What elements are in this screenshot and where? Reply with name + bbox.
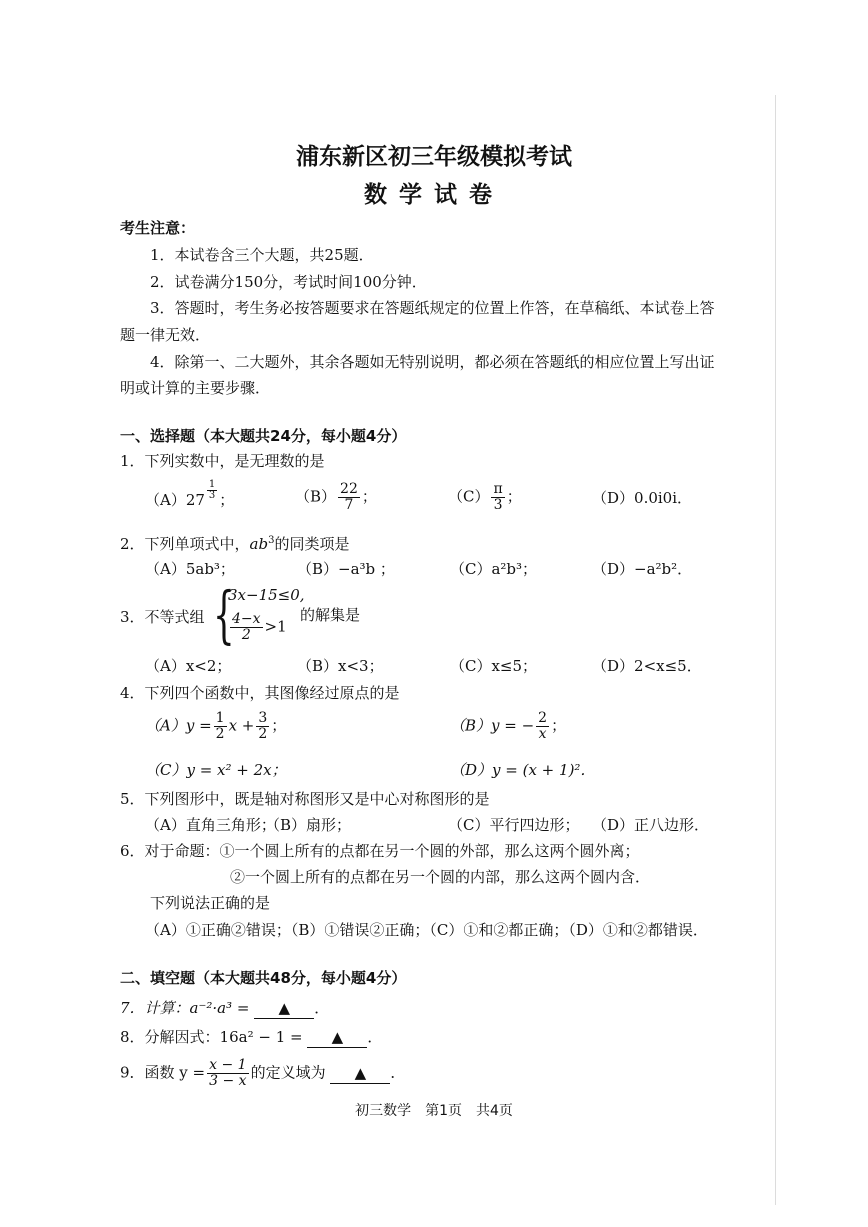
section2-heading: 二、填空题（本大题共48分，每小题4分） xyxy=(120,969,407,987)
page-footer: 初三数学 第1页 共4页 xyxy=(355,1103,513,1119)
q3-brace: { xyxy=(213,578,235,651)
q3-option-c: （C）x≤5； xyxy=(450,657,538,675)
notice-item-4-cont: 明或计算的主要步骤． xyxy=(120,379,271,397)
q7-answer-blank: ▲ xyxy=(254,998,314,1019)
q9-answer-blank: ▲ xyxy=(330,1063,390,1084)
q4-option-d: （D）y = (x + 1)²． xyxy=(450,761,596,779)
q4-option-b: （B）y = − $\frac{2}{x}$ ； xyxy=(450,710,567,742)
q5-option-c: （C）平行四边形； xyxy=(448,816,580,834)
q2-option-b: （B）−a³b ； xyxy=(297,560,395,578)
q3-stem-pre: 3．不等式组 xyxy=(120,608,205,626)
q2-option-d: （D）−a²b²． xyxy=(592,560,693,578)
scan-edge xyxy=(775,95,776,1205)
q5-option-d: （D）正八边形． xyxy=(592,816,710,834)
q7: 7．计算：a⁻²·a³ = ▲ ． xyxy=(120,999,330,1017)
q2-stem: 2．下列单项式中，$ab^3$的同类项是 xyxy=(120,535,350,553)
q1-option-c: （C） $\frac{\pi}{3}$ ； xyxy=(448,481,522,513)
notice-item-1: 1．本试卷含三个大题，共25题． xyxy=(150,246,374,264)
q5-stem: 5．下列图形中，既是轴对称图形又是中心对称图形的是 xyxy=(120,790,490,808)
q4-option-a: （A）y = $\frac{1}{2}$ x + $\frac{3}{2}$ ； xyxy=(145,710,287,742)
q3-stem-post: 的解集是 xyxy=(300,606,361,624)
q3-line2: $\frac{4-x}{2}$ >1 xyxy=(232,611,287,643)
q3-line1: 3x−15≤0, xyxy=(228,586,305,604)
q1-option-d: （D）0.0i0i． xyxy=(592,489,693,507)
notice-item-2: 2．试卷满分150分，考试时间100分钟． xyxy=(150,273,427,291)
q1-option-b: （B） $\frac{22}{7}$ ； xyxy=(295,481,377,513)
q6-stem: 6．对于命题：①一个圆上所有的点都在另一个圆的外部，那么这两个圆外离； xyxy=(120,842,640,860)
q9: 9．函数 y = $\frac{x - 1}{3 - x}$ 的定义域为 ▲ ． xyxy=(120,1057,406,1089)
q8-answer-blank: ▲ xyxy=(307,1027,367,1048)
q8: 8．分解因式：16a² − 1 = ▲ ． xyxy=(120,1028,383,1046)
q5-option-a: （A）直角三角形； xyxy=(145,816,276,834)
q4-option-c: （C）y = x² + 2x； xyxy=(145,761,287,779)
q3-option-a: （A）x<2； xyxy=(145,657,232,675)
q1-option-a: （A）27 $\frac{1}{3}$ ； xyxy=(145,479,235,509)
notice-item-3: 3．答题时，考生务必按答题要求在答题纸规定的位置上作答，在草稿纸、本试卷上答 xyxy=(150,299,715,317)
q1-stem: 1．下列实数中，是无理数的是 xyxy=(120,452,325,470)
q3-option-b: （B）x<3； xyxy=(297,657,384,675)
q6-line3: 下列说法正确的是 xyxy=(150,894,271,912)
q6-line2: ②一个圆上所有的点都在另一个圆的内部，那么这两个圆内含． xyxy=(230,868,651,886)
exam-subtitle: 数学试卷 xyxy=(364,182,504,208)
notice-heading: 考生注意： xyxy=(120,219,196,237)
q4-stem: 4．下列四个函数中，其图像经过原点的是 xyxy=(120,684,400,702)
q2-option-a: （A）5ab³； xyxy=(145,560,235,578)
notice-item-3-cont: 题一律无效． xyxy=(120,326,211,344)
q5-option-b: （B）扇形； xyxy=(265,816,352,834)
notice-item-4: 4．除第一、二大题外，其余各题如无特别说明，都必须在答题纸的相应位置上写出证 xyxy=(150,353,715,371)
q6-options: （A）①正确②错误；（B）①错误②正确；（C）①和②都正确；（D）①和②都错误． xyxy=(145,921,708,939)
q2-option-c: （C）a²b³； xyxy=(450,560,538,578)
section1-heading: 一、选择题（本大题共24分，每小题4分） xyxy=(120,427,407,445)
q3-option-d: （D）2<x≤5． xyxy=(592,657,702,675)
exam-title: 浦东新区初三年级模拟考试 xyxy=(296,144,572,170)
